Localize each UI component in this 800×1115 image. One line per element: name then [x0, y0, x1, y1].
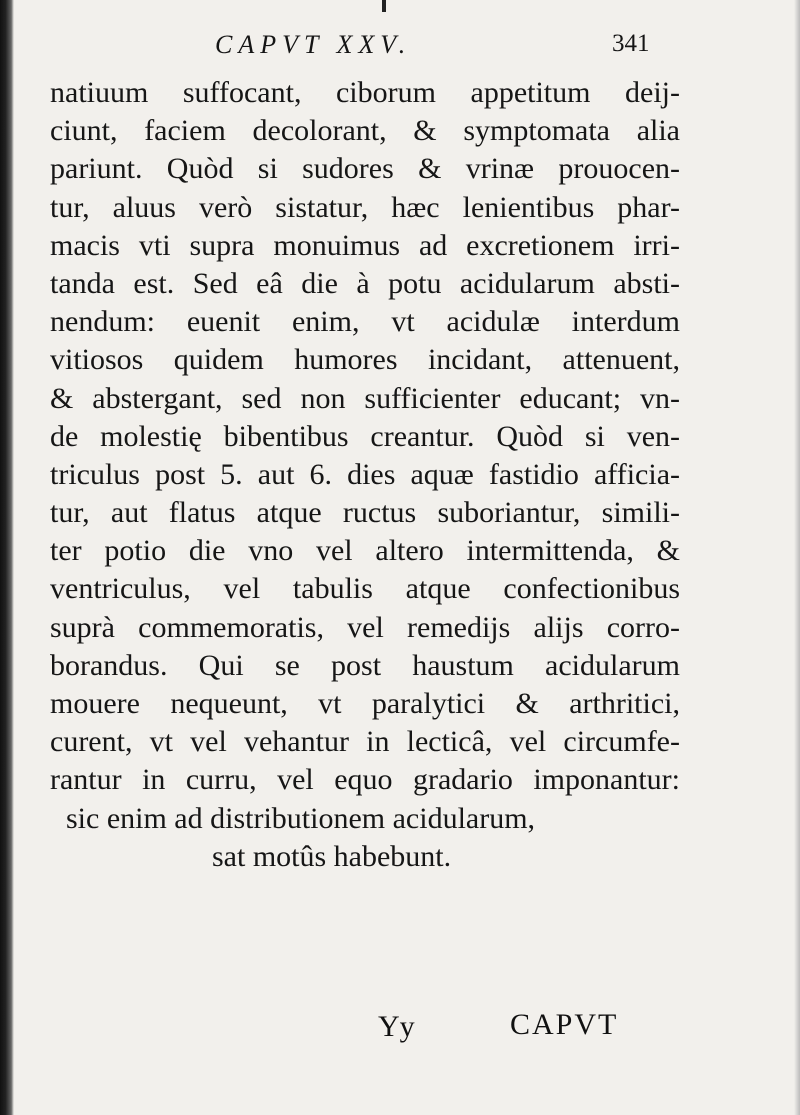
- text-line: de molestię bibentibus creantur. Quòd si ven-: [50, 419, 680, 453]
- text-line: natiuum suffocant, ciborum appetitum deij-: [50, 76, 680, 109]
- binding-shadow: [0, 0, 14, 1115]
- text-line: ventriculus, vel tabulis atque confectionibus: [50, 572, 680, 606]
- ink-speck: [382, 0, 386, 12]
- text-line: curent, vt vel vehantur in lecticâ, vel circumfe-: [50, 725, 680, 759]
- text-line: triculus post 5. aut 6. dies aquæ fastidio afficia-: [50, 457, 680, 491]
- running-head: CAPVT XXV.: [215, 30, 412, 59]
- text-line: rantur in curru, vel equo gradario imponantur:: [50, 763, 680, 797]
- text-line: ter potio die vno vel altero intermittenda, &: [50, 534, 680, 568]
- text-line: vitiosos quidem humores incidant, attenuent,: [50, 343, 680, 377]
- text-line: tanda est. Sed eâ die à potu acidularum absti-: [50, 266, 680, 300]
- text-line: mouere nequeunt, vt paralytici & arthritici,: [50, 687, 680, 720]
- text-line: tur, aut flatus atque ructus suboriantur, simili-: [50, 496, 680, 530]
- text-line: ciunt, faciem decolorant, & symptomata alia: [50, 114, 680, 148]
- text-line: & abstergant, sed non sufficienter educant; vn-: [50, 381, 680, 415]
- text-line: borandus. Qui se post haustum acidularum: [50, 648, 680, 682]
- page-edge: [794, 0, 800, 1115]
- body-text: [50, 74, 680, 876]
- text-line: suprà commemoratis, vel remedijs alijs corro-: [50, 610, 680, 644]
- text-line: pariunt. Quòd si sudores & vrinæ prouocen-: [50, 152, 680, 186]
- signature-mark: Yy: [378, 1010, 415, 1043]
- text-line: macis vti supra monuimus ad excretionem irri-: [50, 228, 680, 262]
- text-line: nendum: euenit enim, vt acidulæ interdum: [50, 305, 680, 339]
- text-line: tur, aluus verò sistatur, hæc lenientibus phar-: [50, 190, 680, 224]
- catchword: CAPVT: [510, 1008, 619, 1041]
- text-line: sic enim ad distributionem acidularum,: [66, 801, 536, 835]
- page-number: 341: [612, 30, 650, 57]
- text-line: sat motûs habebunt.: [212, 839, 452, 873]
